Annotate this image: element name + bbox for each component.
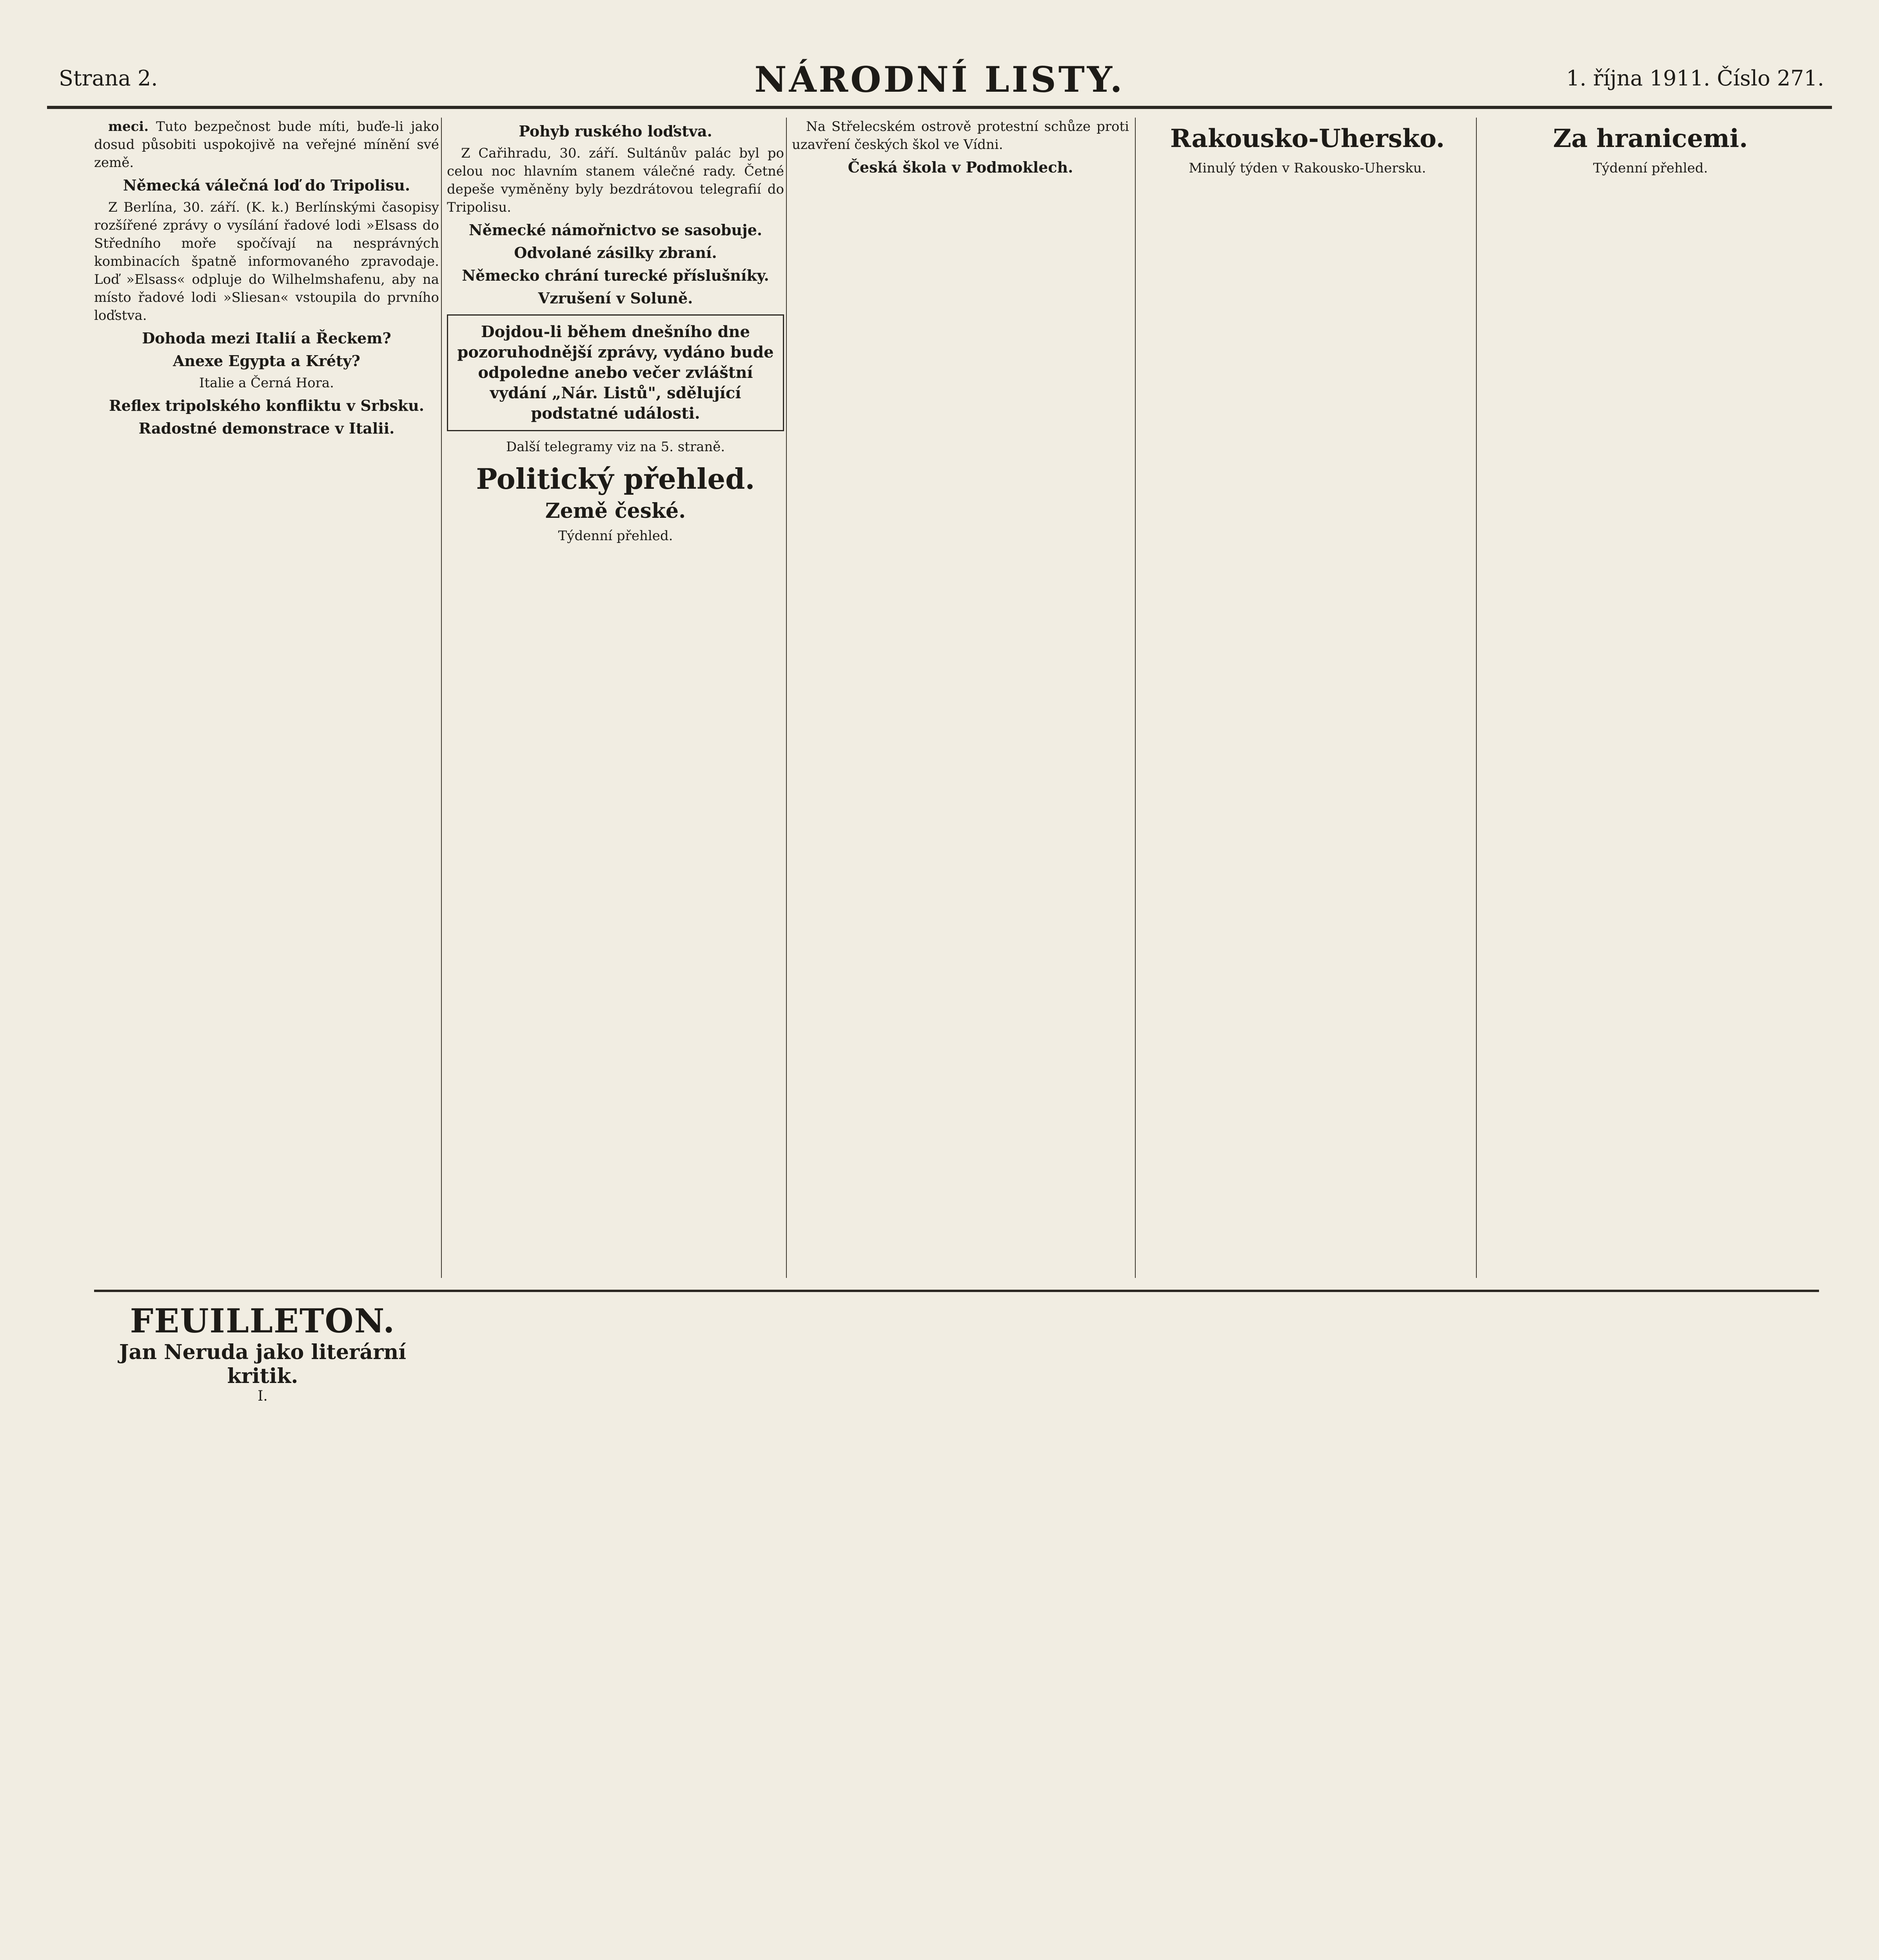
section-title: Za hranicemi. (1553, 124, 1748, 153)
column-rule (1135, 118, 1136, 1278)
heading: Německé námořnictvo se sasobuje. (468, 221, 762, 239)
heading: Vzrušení v Soluně. (538, 289, 693, 307)
telegram-note (447, 438, 784, 456)
heading: Německo chrání turecké příslušníky. (462, 267, 769, 284)
notice-text: Dojdou-li během dnešního dne pozoruhodnější zprávy, vydáno bude odpoledne anebo večer zvláštní vydání „Nár. Listů", sdělující podstatné události. (457, 323, 774, 423)
heading: Odvolané zásilky zbraní. (514, 244, 717, 261)
paragraph (94, 118, 439, 172)
heading: Italie a Černá Hora. (199, 375, 334, 391)
column-5 (1482, 118, 1819, 1278)
heading: Německá válečná loď do Tripolisu. (123, 176, 410, 194)
date-issue: 1. října 1911. Číslo 271. (1566, 66, 1824, 91)
column-4 (1141, 118, 1474, 1278)
feuilleton (94, 1301, 1819, 1960)
feuilleton-title: Jan Neruda jako literární kritik. (119, 1340, 407, 1388)
heading: Anexe Egypta a Kréty? (173, 352, 360, 370)
column-rule (441, 118, 442, 1278)
feuilleton-header (94, 1301, 431, 1404)
column-3 (792, 118, 1129, 1278)
heading: Pohyb ruského loďstva. (519, 122, 712, 140)
section-subtitle: Země české. (545, 499, 686, 523)
heading: Radostné demonstrace v Italii. (138, 419, 395, 437)
subsection-title: Minulý týden v Rakousko-Uhersku. (1189, 160, 1426, 176)
paragraph: Z Cařihradu, 30. září. Sultánův palác byl po celou noc hlavním stanem válečné rady. Četné depeše vyměněny byly bezdrátovou telegrafií do Tripolisu. (447, 145, 784, 215)
masthead (47, 59, 1832, 109)
section-title: Politický přehled. (476, 462, 755, 495)
column-rule (1476, 118, 1477, 1278)
column-2 (447, 118, 784, 1278)
lead: meci. (108, 119, 149, 134)
paragraph: Na Střelecském ostrově protestní schůze proti uzavření českých škol ve Vídni. (792, 119, 1129, 152)
section-title: Rakousko-Uhersko. (1170, 124, 1445, 153)
telegram-note-text: Další telegramy viz na 5. straně. (506, 439, 725, 455)
heading: Dohoda mezi Italií a Řeckem? (142, 329, 391, 347)
heading: Česká škola v Podmoklech. (848, 158, 1073, 176)
feuilleton-kicker: FEUILLETON. (130, 1301, 396, 1340)
newspaper-title: NÁRODNÍ LISTY. (754, 59, 1125, 100)
column-1 (94, 118, 439, 1278)
subsection-title: Týdenní přehled. (1593, 160, 1708, 176)
text: Tuto bezpečnost bude míti, buďe-li jako dosud působiti uspokojivě na veřejné mínění své země. (94, 119, 439, 171)
subsection-title: Týdenní přehled. (558, 528, 673, 544)
special-edition-notice (447, 314, 784, 431)
paragraph: Z Berlína, 30. září. (K. k.) Berlínskými časopisy rozšířené zprávy o vysílání řadové lodi »Elsass do Středního moře spočívají na nesprávných kombinacích špatně informovaného zpravodaje. Loď »Elsass« odpluje do Wilhelmshafenu, aby na místo řadové lodi »Sliesan« vstoupila do prvního loďstva. (94, 200, 439, 323)
feuilleton-part: I. (258, 1388, 268, 1404)
page-number: Strana 2. (59, 66, 158, 91)
column-rule (786, 118, 787, 1278)
feuilleton-rule (94, 1290, 1819, 1292)
heading: Reflex tripolského konfliktu v Srbsku. (109, 397, 424, 414)
